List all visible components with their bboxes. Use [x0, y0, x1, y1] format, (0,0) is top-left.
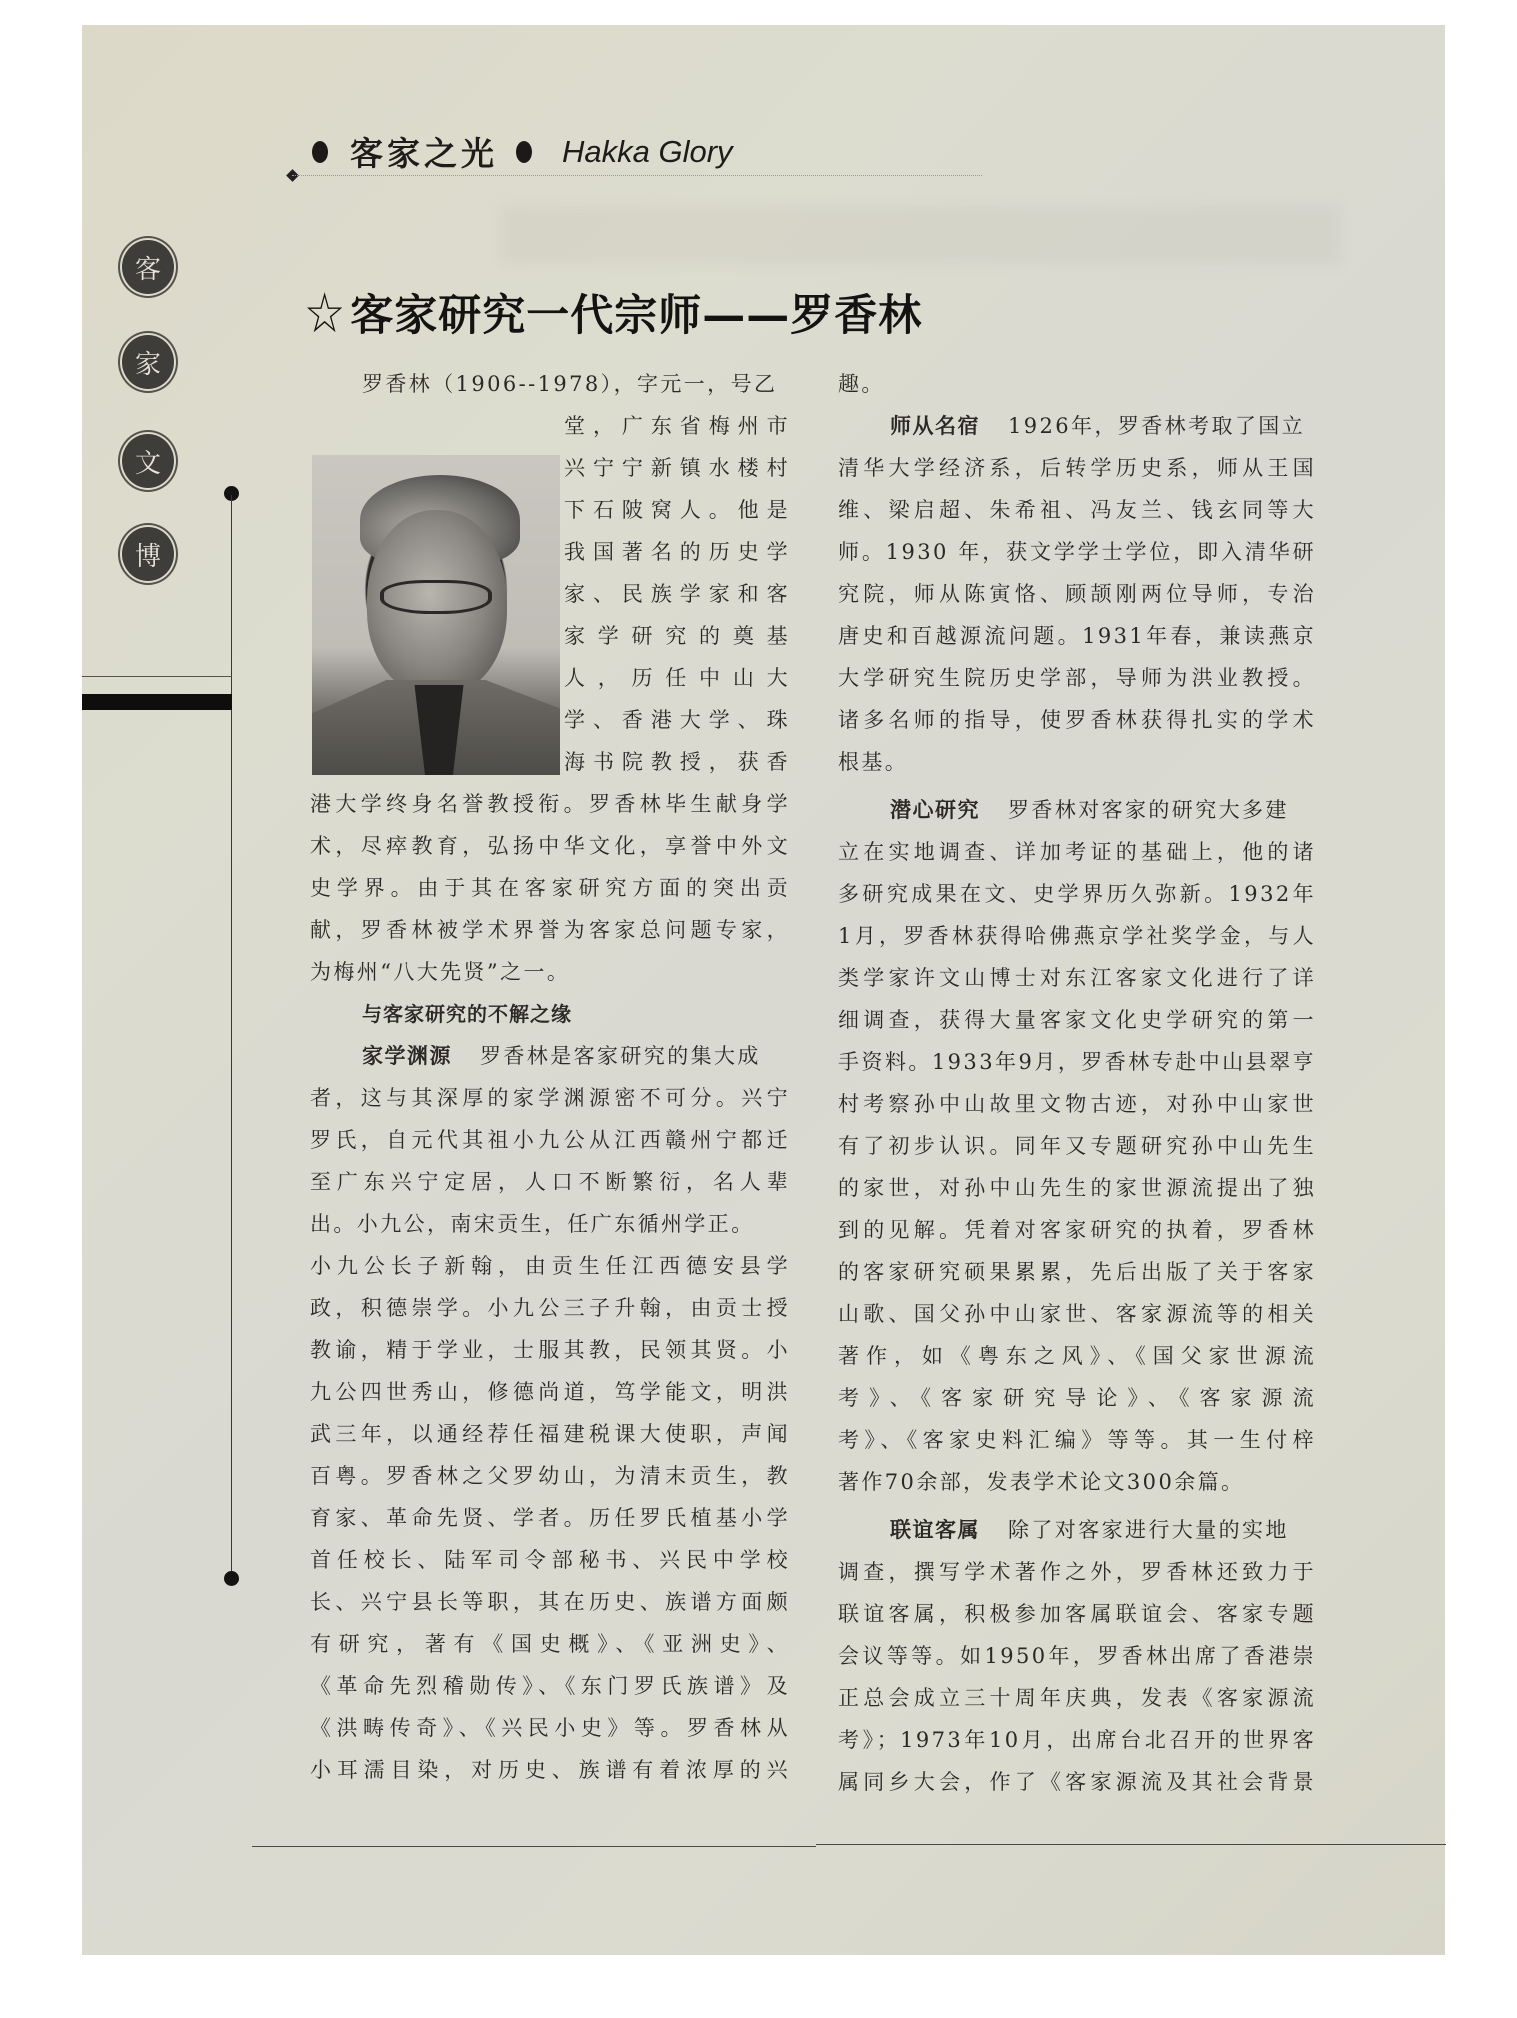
footer-rule-left [252, 1846, 816, 1847]
header-dotted-rule [292, 175, 982, 176]
text-line: 的家世，对孙中山先生的家世源流提出了独 [838, 1176, 1316, 1200]
text-line: 1月，罗香林获得哈佛燕京学社奖学金，与人 [838, 924, 1316, 948]
text-line: 著作，如《粤东之风》、《国父家世源流 [838, 1344, 1316, 1368]
article-title-text: 客家研究一代宗师——罗香林 [350, 291, 923, 341]
bullet-dot-icon [516, 141, 532, 163]
section-heading: 家学渊源 [362, 1044, 452, 1068]
text-line: 兴宁宁新镇水楼村 [564, 456, 790, 480]
text-line: 诸多名师的指导，使罗香林获得扎实的学术 [838, 708, 1316, 732]
text-line: 究院，师从陈寅恪、顾颉刚两位导师，专治 [838, 582, 1316, 606]
sidebar-badge [118, 331, 178, 393]
timeline-dot-icon [224, 1571, 239, 1586]
margin-thin-rule [82, 676, 232, 677]
text-line: 属同乡大会，作了《客家源流及其社会背景 [838, 1770, 1316, 1794]
star-icon: ☆ [304, 280, 347, 345]
text-line: 师。1930 年，获文学学士学位，即入清华研 [838, 540, 1316, 564]
right-column [838, 363, 1316, 1803]
badge-char: 客 [122, 240, 174, 294]
text-line: 细调查，获得大量客家文化史学研究的第一 [838, 1008, 1316, 1032]
subheading: 与客家研究的不解之缘 [362, 1002, 572, 1026]
text-line: 有了初步认识。同年又专题研究孙中山先生 [838, 1134, 1316, 1158]
section-heading: 潜心研究 [890, 798, 980, 822]
text-line: 至广东兴宁定居，人口不断繁衍，名人辈 [310, 1170, 790, 1194]
text-line: 有研究，著有《国史概》、《亚洲史》、 [310, 1632, 790, 1656]
text-line: 家、民族学家和客 [564, 582, 790, 606]
text-line: 育家、革命先贤、学者。历任罗氏植基小学 [310, 1506, 790, 1530]
text-line: 调查，撰写学术著作之外，罗香林还致力于 [838, 1560, 1316, 1584]
text-line: 考》、《客家研究导论》、《客家源流 [838, 1386, 1316, 1410]
vertical-rule [231, 495, 232, 1580]
left-column [310, 363, 790, 1791]
text-line: 术，尽瘁教育，弘扬中华文化，享誉中外文 [310, 834, 790, 858]
text-line: 考》；1973年10月，出席台北召开的世界客 [838, 1728, 1316, 1752]
footer-rule-right [816, 1844, 1446, 1845]
text-line: 立在实地调查、详加考证的基础上，他的诸 [838, 840, 1316, 864]
text-line: 罗香林（1906--1978），字元一，号乙 [362, 372, 778, 396]
text-line: 长、兴宁县长等职，其在历史、族谱方面颇 [310, 1590, 790, 1614]
text-line: 人，历任中山大 [564, 666, 790, 690]
text-line: 下石陂窝人。他是 [564, 498, 790, 522]
text-line: 趣。 [838, 372, 885, 396]
text-line: 九公四世秀山，修德尚道，笃学能文，明洪 [310, 1380, 790, 1404]
text-line: 出。小九公，南宋贡生，任广东循州学正。 [310, 1212, 755, 1236]
text-run: 罗香林是客家研究的集大成 [480, 1044, 761, 1068]
text-line: 百粤。罗香林之父罗幼山，为清末贡生，教 [310, 1464, 790, 1488]
text-line: 类学家许文山博士对东江客家文化进行了详 [838, 966, 1316, 990]
text-line: 者，这与其深厚的家学渊源密不可分。兴宁 [310, 1086, 790, 1110]
text-line [838, 1509, 1316, 1551]
article-title [304, 282, 922, 343]
text-line: 港大学终身名誉教授衔。罗香林毕生献身学 [310, 792, 790, 816]
text-line: 《洪畴传奇》、《兴民小史》等。罗香林从 [310, 1716, 790, 1740]
text-line: 家学研究的奠基 [564, 624, 790, 648]
text-line: 海书院教授，获香 [564, 750, 790, 774]
section-title-cn: 客家之光 [350, 134, 498, 173]
section-heading: 师从名宿 [890, 414, 980, 438]
text-line: 著作70余部，发表学术论文300余篇。 [838, 1470, 1245, 1494]
text-line: 我国著名的历史学 [564, 540, 790, 564]
text-line: 正总会成立三十周年庆典，发表《客家源流 [838, 1686, 1316, 1710]
text-line: 学、香港大学、珠 [564, 708, 790, 732]
text-line: 教谕，精于学业，士服其教，民领其贤。小 [310, 1338, 790, 1362]
text-line [838, 405, 1316, 447]
section-heading: 联谊客属 [890, 1518, 980, 1542]
sidebar-badge [118, 236, 178, 298]
badge-char: 家 [122, 335, 174, 389]
margin-black-bar [82, 694, 232, 710]
text-line: 会议等等。如1950年，罗香林出席了香港崇 [838, 1644, 1316, 1668]
text-line: 小九公长子新翰，由贡生任江西德安县学 [310, 1254, 790, 1278]
text-line: 献，罗香林被学术界誉为客家总问题专家， [310, 918, 790, 942]
text-run: 1926年，罗香林考取了国立 [1008, 414, 1306, 438]
bleed-through-shadow [500, 205, 1340, 265]
text-line: 山歌、国父孙中山家世、客家源流等的相关 [838, 1302, 1316, 1326]
text-line: 小耳濡目染，对历史、族谱有着浓厚的兴 [310, 1758, 790, 1782]
text-run: 除了对客家进行大量的实地 [1008, 1518, 1289, 1542]
text-line: 考》、《客家史料汇编》等等。其一生付梓 [838, 1428, 1316, 1452]
text-line: 大学研究生院历史学部，导师为洪业教授。 [838, 666, 1316, 690]
text-line: 维、梁启超、朱希祖、冯友兰、钱玄同等大 [838, 498, 1316, 522]
text-line: 政，积德崇学。小九公三子升翰，由贡士授 [310, 1296, 790, 1320]
text-line: 《革命先烈稽勋传》、《东门罗氏族谱》及 [310, 1674, 790, 1698]
sidebar-badge [118, 430, 178, 492]
text-line: 史学界。由于其在客家研究方面的突出贡 [310, 876, 790, 900]
badge-char: 博 [122, 527, 174, 581]
sidebar-badge [118, 523, 178, 585]
text-line: 村考察孙中山故里文物古迹，对孙中山家世 [838, 1092, 1316, 1116]
text-line: 根基。 [838, 750, 909, 774]
text-line: 罗氏，自元代其祖小九公从江西赣州宁都迁 [310, 1128, 790, 1152]
badge-char: 文 [122, 434, 174, 488]
text-run: 罗香林对客家的研究大多建 [1008, 798, 1289, 822]
text-line: 到的见解。凭着对客家研究的执着，罗香林 [838, 1218, 1316, 1242]
text-line [838, 789, 1316, 831]
section-title-en: Hakka Glory [562, 133, 733, 169]
text-line: 多研究成果在文、史学界历久弥新。1932年 [838, 882, 1316, 906]
text-line: 清华大学经济系，后转学历史系，师从王国 [838, 456, 1316, 480]
text-line: 首任校长、陆军司令部秘书、兴民中学校 [310, 1548, 790, 1572]
text-line: 武三年，以通经荐任福建税课大使职，声闻 [310, 1422, 790, 1446]
text-line: 为梅州“八大先贤”之一。 [310, 960, 571, 984]
text-line: 联谊客属，积极参加客属联谊会、客家专题 [838, 1602, 1316, 1626]
section-header [312, 128, 733, 175]
text-line: 手资料。1933年9月，罗香林专赴中山县翠亨 [838, 1050, 1316, 1074]
text-line: 的客家研究硕果累累，先后出版了关于客家 [838, 1260, 1316, 1284]
text-line: 堂，广东省梅州市 [564, 414, 790, 438]
bullet-dot-icon [312, 141, 328, 163]
text-line [310, 1035, 790, 1077]
text-line: 唐史和百越源流问题。1931年春，兼读燕京 [838, 624, 1316, 648]
